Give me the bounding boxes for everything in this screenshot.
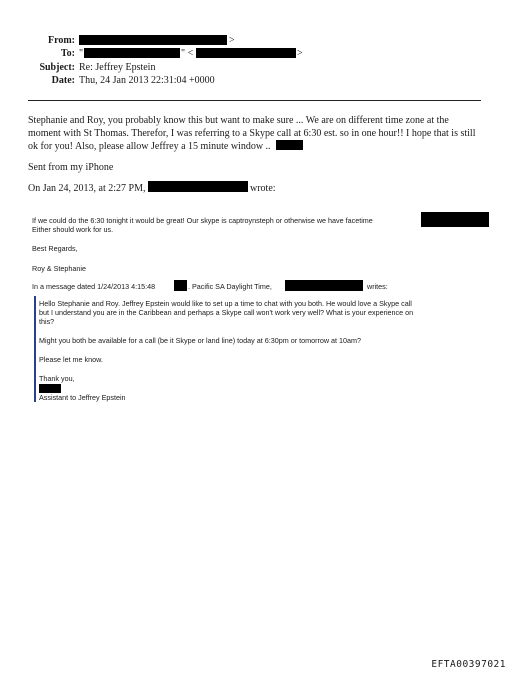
quoted2-line-5: Please let me know. [39,355,103,364]
dated-redaction-1 [174,280,187,291]
document-id: EFTA00397021 [431,659,506,670]
quote-bar [34,296,36,402]
reply-line-1: Stephanie and Roy, you probably know this but want to make sure ... We are on different time zone at the [28,115,449,126]
reply-line-2: moment with St Thomas. Therefor, I was referring to a Skype call at 6:30 est. so in one hour!! I hope that is still [28,128,476,139]
subject-value: Re: Jeffrey Epstein [79,62,156,73]
reply-redaction [276,140,303,150]
header-divider [28,100,481,101]
to-middle: " < [181,48,194,59]
quoted1-line-1: If we could do the 6:30 tonight it would be great! Our skype is captroynsteph or otherwise we have facetime [32,216,373,225]
dated-redaction-2 [285,280,363,291]
quoted1-dated-suffix: writes: [367,282,388,291]
to-label: To: [60,48,75,59]
quoted2-role: Assistant to Jeffrey Epstein [39,393,126,402]
quoted2-line-4: Might you both be available for a call (be it Skype or land line) today at 6:30pm or tomorrow at 10am? [39,336,362,345]
quoted1-names: Roy & Stephanie [32,264,86,273]
quoted2-thanks: Thank you, [39,374,75,383]
from-redaction [79,35,227,45]
assistant-name-redaction [39,384,61,393]
to-suffix: > [297,48,303,59]
quoted1-dated-middle: . Pacific SA Daylight Time, [188,282,272,291]
sent-from-iphone: Sent from my iPhone [28,162,114,173]
subject-label: Subject: [39,62,75,73]
quoted1-line-2: Either should work for us. [32,225,114,234]
reply-line-3: ok for you! Also, please allow Jeffrey a 15 minute window .. [28,141,271,152]
wrote-redaction [148,181,248,192]
quoted2-line-3: this? [39,317,55,326]
wrote-suffix: wrote: [250,183,276,194]
quoted2-line-1: Hello Stephanie and Roy. Jeffrey Epstein would like to set up a time to chat with you both. He would love a Skype call [39,299,412,308]
to-name-redaction [84,48,180,58]
date-value: Thu, 24 Jan 2013 22:31:04 +0000 [79,75,215,86]
from-label: From: [47,35,75,46]
to-email-redaction [196,48,296,58]
reply-line-3-row [28,140,488,153]
reply-body [28,114,488,153]
from-suffix: > [229,35,235,46]
quoted2-line-2: but I understand you are in the Caribbean and perhaps a Skype call won't work very well? What is your experience on [39,308,414,317]
quoted1-dated-prefix: In a message dated 1/24/2013 4:15:48 [32,282,156,291]
quoted1-redaction [421,212,489,227]
to-prefix: " [79,48,84,59]
quoted1-regards: Best Regards, [32,244,78,253]
date-label: Date: [51,75,75,86]
wrote-prefix: On Jan 24, 2013, at 2:27 PM, [28,183,146,194]
